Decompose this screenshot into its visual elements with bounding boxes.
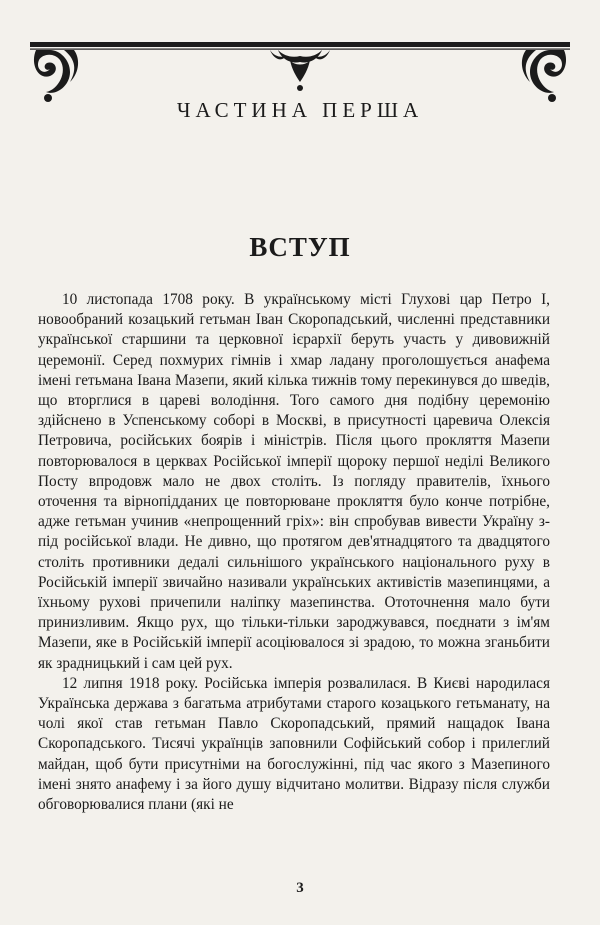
body-text <box>38 290 550 815</box>
section-title: ВСТУП <box>249 232 351 262</box>
page-number: 3 <box>296 880 304 896</box>
paragraph-2: 12 липня 1918 року. Російська імперія розвалилася. В Києві народилася Українська держава з багатьма атрибутами старого козацького гетьманату, на чолі якої став гетьман Павло Скоропадський, прямий нащадок Івана Скоропадського. Тисячі українців заповнили Софійський собор і прилеглий майдан, щоб бути присутніми на богослужінні, під час якого з Мазепиного імені знято анафему і за його душу відчитано молитви. Відразу після служби обговорювалися плани (які не <box>38 674 550 814</box>
part-title: ЧАСТИНА ПЕРША <box>176 98 424 122</box>
paragraph-1: 10 листопада 1708 року. В українському місті Глухові цар Петро І, новообраний козацький гетьман Іван Скоропадський, численні представники української старшини та церковної ієрархії беруть участь у дивовижній церемонії. Серед похмурих гімнів і хмар ладану проголошується анафема імені гетьмана Івана Мазепи, який кілька тижнів тому перекинувся до шведів, що вторглися в цареві володіння. Того самого дня подібну церемонію здійснено в Успенському соборі в Москві, в присутності царевича Олексія Петровича, російських боярів і міністрів. Після цього прокляття Мазепи повторювалося в церквах Російської імперії щороку першої неділі Великого Посту впродовж мало не двох століть. Із погляду правителів, їхнього оточення та вірнопідданих це повторюване прокляття було конче потрібне, адже гетьман учинив «непрощенний гріх»: він спробував вивести Україну з-під російської влади. Не дивно, що протягом дев'ятнадцятого та двадцятого століть противники дедалі сильнішого українського національного руху в Російській імперії звичайно називали українських активістів мазепинцями, а їхньому рухові причепили наліпку мазепинства. Ототочнення мало бути принизливим. Якщо рух, що тільки-тільки зароджувався, поєднати з ім'ям Мазепи, яке в Російській імперії асоціювалося зі зрадою, то можна зганьбити як зрадницький і сам цей рух. <box>38 291 550 672</box>
